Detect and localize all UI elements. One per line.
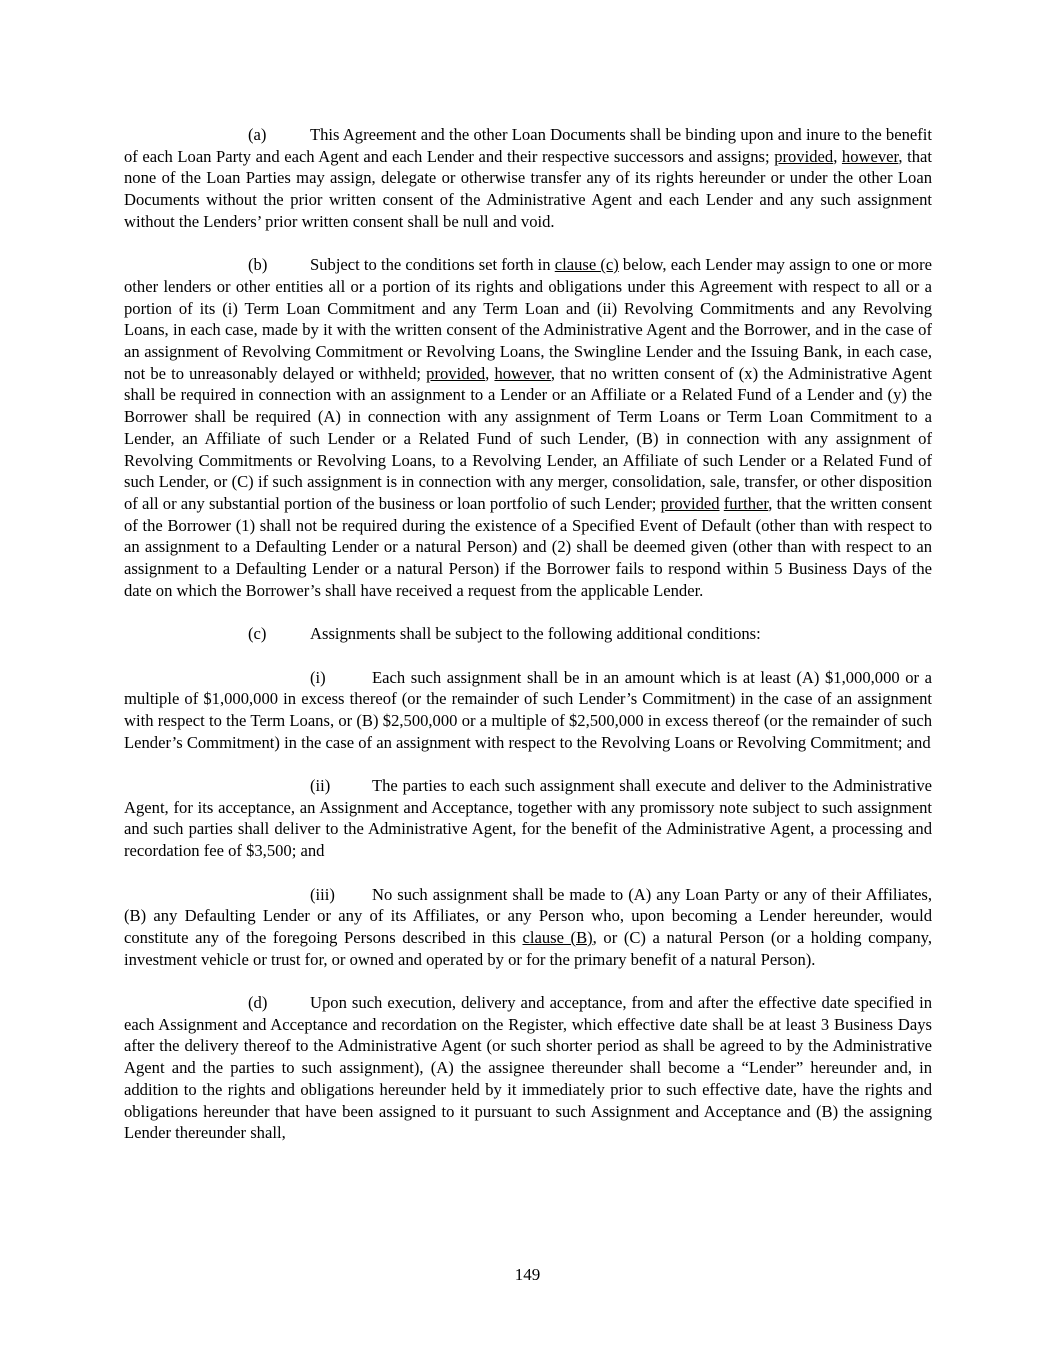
underlined-term: provided (426, 363, 486, 383)
clause-reference: clause (c) (554, 255, 619, 275)
paragraph-text: Assignments shall be subject to the following additional conditions: (310, 624, 761, 644)
paragraph-text: below, each Lender may assign to one or more other lenders or other entities all or a portion of its rights and obligations under this Agreement with respect to all or a portion of its (i) Term Loan Commitment and any Term Loan and (ii) Revolving Commitments and any Revolving Loans, in each case, made by it with the written consent of the Administrative Agent and the Borrower, and in the case of an assignment of Revolving Commitment or Revolving Loans, the Swingline Lender and the Issuing Bank, in each case, not be to unreasonably delayed or withheld; (124, 255, 932, 383)
paragraph-label: (d) (248, 993, 268, 1013)
underlined-term: further (723, 493, 769, 513)
paragraph-text: , that none of the Loan Parties may assign, delegate or otherwise transfer any of its rights hereunder or under the other Loan Documents without the prior written consent of the Administrative Agent and each Lender and any such assignment without the Lenders’ prior written consent shall be null and void. (124, 146, 933, 231)
paragraph-label: (c) (248, 624, 267, 644)
paragraph-label: (iii) (310, 884, 335, 904)
underlined-term: however (494, 363, 551, 383)
paragraph-label: (a) (248, 125, 267, 144)
paragraph-text: , (485, 363, 495, 383)
paragraph-text: Upon such execution, delivery and acceptance, from and after the effective date specified in each Assignment and Acceptance and recordation on the Register, which effective date shall be at least 3 Business Days after the delivery thereof to the Administrative Agent (or such shorter period as shall be agreed to by the Administrative Agent and the parties to such assignment), (A) the assignee thereunder shall become a “Lender” hereunder and, in addition to the rights and obligations hereunder held by it immediately prior to such effective date, have the rights and obligations hereunder that have been assigned to it pursuant to such Assignment and Acceptance and (B) the assigning Lender thereunder shall, (124, 993, 932, 1143)
paragraph-b (124, 254, 932, 601)
paragraph-c (124, 623, 932, 645)
page-number: 149 (514, 1265, 541, 1284)
paragraph-text: No such assignment shall be made to (A) any Loan Party or any of their Affiliates, (B) any Defaulting Lender or any of its Affiliates, or any Person who, upon becoming a Lender hereunder, would constitute any of the foregoing Persons described in this (124, 884, 932, 947)
paragraph-d (124, 992, 932, 1144)
paragraph-c-i (124, 667, 932, 754)
paragraph-c-ii (124, 775, 932, 862)
paragraph-text: The parties to each such assignment shall execute and deliver to the Administrative Agent, for its acceptance, an Assignment and Acceptance, together with any promissory note subject to such assignment and such parties shall deliver to the Administrative Agent, for the benefit of the Administrative Agent, a processing and recordation fee of $3,500; and (124, 776, 932, 861)
paragraph-text: , that the written consent of the Borrower (1) shall not be required during the existence of a Specified Event of Default (other than with respect to an assignment to a Defaulting Lender or a natural Person) and (2) shall be deemed given (other than with respect to an assignment to a Defaulting Lender or a natural Person) if the Borrower fails to respond within 5 Business Days of the date on which the Borrower’s shall have received a request from the applicable Lender. (124, 493, 932, 600)
paragraph-label: (b) (248, 255, 268, 275)
paragraph-text: Subject to the conditions set forth in (310, 255, 555, 275)
underlined-term: provided (774, 146, 834, 166)
document-body (124, 124, 932, 1166)
paragraph-text: This Agreement and the other Loan Documents shall be binding upon and inure to the benefit of each Loan Party and each Agent and each Lender and their respective successors and assigns; (124, 125, 932, 166)
underlined-term: however (841, 146, 899, 166)
paragraph-text: , or (C) a natural Person (or a holding company, investment vehicle or trust for, or owned and operated by or for the primary benefit of a natural Person). (124, 927, 932, 969)
paragraph-label: (ii) (310, 776, 331, 796)
paragraph-label: (i) (310, 667, 326, 687)
paragraph-c-iii (124, 884, 932, 971)
paragraph-text: Each such assignment shall be in an amount which is at least (A) $1,000,000 or a multiple of $1,000,000 in excess thereof (or the remainder of such Lender’s Commitment) in the case of an assignment with respect to the Term Loans, or (B) $2,500,000 or a multiple of $2,500,000 in excess thereof (or the remainder of such Lender’s Commitment) in the case of an assignment with respect to the Revolving Loans or Revolving Commitment; and (124, 667, 932, 752)
clause-reference: clause (B) (522, 927, 593, 947)
underlined-term: provided (660, 493, 720, 513)
paragraph-a (124, 124, 932, 233)
paragraph-text: , (833, 146, 842, 166)
paragraph-text: , that no written consent of (x) the Administrative Agent shall be required in connection with an assignment to a Lender or an Affiliate or a Related Fund of a Lender and (y) the Borrower shall be required (A) in connection with any assignment of Term Loans or Term Loan Commitment to a Lender, an Affiliate of such Lender or a Related Fund of such Lender, (B) in connection with any assignment of Revolving Commitments or Revolving Loans, to a Revolving Lender, an Affiliate of such Lender or a Related Fund of such Lender, or (C) if such assignment is in connection with any merger, consolidation, sale, transfer, or other disposition of all or any substantial portion of the business or loan portfolio of such Lender; (124, 363, 932, 513)
